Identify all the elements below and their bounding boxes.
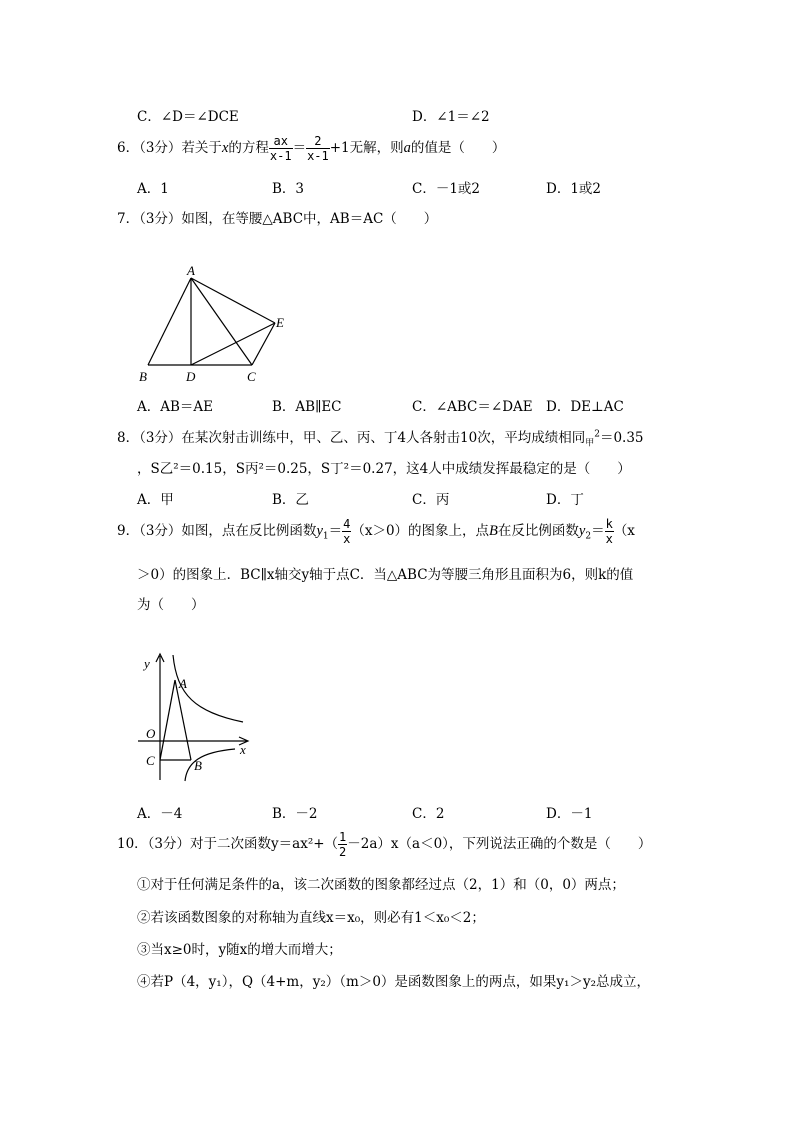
q9-option-c: C．2: [412, 806, 445, 822]
q9-option-a: A．－4: [137, 806, 183, 822]
q9-fraction-2: $\frac{k}{x}$: [605, 517, 613, 546]
q7-stem: 7．（3分）如图，在等腰△ABC中，AB＝AC（ ）: [117, 211, 438, 227]
q10-item-3: ③当x≥0时，y随x的增大而增大；: [137, 942, 342, 958]
q8-option-d: D．丁: [546, 492, 584, 508]
q6-option-c: C．－1或2: [412, 181, 481, 197]
q5-option-c: C．∠D＝∠DCE: [137, 109, 239, 125]
q9-label-c: C: [146, 753, 155, 768]
q9-option-b: B．－2: [272, 806, 318, 822]
q9-figure: [135, 650, 260, 785]
q6-suffix: +1无解，则: [329, 140, 404, 156]
q9-line-2: ＞0）的图象上．BC∥x轴交y轴于点C．当△ABC为等腰三角形且面积为6，则k的值: [137, 567, 634, 583]
q7-label-b: B: [139, 369, 147, 384]
q9-line-3: 为（ ）: [137, 597, 205, 613]
q6-fraction-1: $\frac{ax}{x-1}$: [269, 134, 292, 163]
q10-item-4: ④若P（4，y₁），Q（4+m，y₂）（m＞0）是函数图象上的两点，如果y₁＞y₂总成立，: [137, 974, 650, 990]
q9-label-a: A: [179, 676, 187, 691]
q10-fraction: $\frac{1}{2}$: [339, 830, 347, 859]
q6-eq: ＝: [292, 140, 307, 156]
q6-option-a: A．1: [137, 181, 169, 197]
q6-option-b: B．3: [272, 181, 305, 197]
q7-option-a: A．AB＝AE: [137, 399, 214, 415]
q8-line-2: ，S乙²＝0.15，S丙²＝0.25，S丁²＝0.27，这4人中成绩发挥最稳定的是（ ）: [137, 461, 631, 477]
q9-label-b: B: [194, 758, 202, 773]
q8-option-a: A．甲: [137, 492, 174, 508]
q7-figure: [130, 260, 300, 388]
q6-option-d: D．1或2: [546, 181, 602, 197]
q9-fraction-1: $\frac{4}{x}$: [343, 517, 351, 546]
q9-label-y: y: [144, 656, 150, 671]
q9-label-o: O: [146, 726, 156, 741]
q6-var-a: a: [403, 140, 411, 156]
q7-label-e: E: [276, 315, 284, 330]
q7-segment-de: [191, 323, 275, 365]
q7-segment-ae: [191, 278, 275, 323]
q6-mid: 的方程: [228, 140, 269, 156]
q9-curve-y2: [185, 749, 235, 781]
q5-option-d: D．∠1＝∠2: [412, 109, 490, 125]
q9-segment-ca: [160, 680, 175, 760]
q6-stem: [117, 134, 505, 163]
q7-label-c: C: [247, 369, 256, 384]
q7-label-d: D: [186, 369, 196, 384]
q8-option-b: B．乙: [272, 492, 309, 508]
q9-label-x: x: [240, 742, 246, 757]
q6-var-x: x: [221, 140, 229, 156]
q7-option-b: B．AB∥EC: [272, 399, 342, 415]
q7-segment-ac: [191, 278, 252, 365]
q10-stem: 10．（3分）对于二次函数y＝ax²+（ $\frac{1}{2}$ －2a）x（a＜0），下列说法正确的个数是（ ）: [117, 830, 652, 859]
q7-option-d: D．DE⊥AC: [546, 399, 624, 415]
q7-segment-ab: [148, 278, 191, 365]
q6-prefix: 6．（3分）若关于: [117, 140, 222, 156]
q7-label-a: A: [187, 263, 195, 278]
q8-line-1: 8．（3分）在某次射击训练中，甲、乙、丙、丁4人各射击10次，平均成绩相同$_甲^2$＝0.35: [117, 429, 644, 449]
q10-item-2: ②若该函数图象的对称轴为直线x＝x₀，则必有1＜x₀＜2；: [137, 910, 485, 926]
q9-line-1: 9．（3分）如图，点在反比例函数$y_1=$ $\frac{4}{x}$ （x＞0）的图象上，点B在反比例函数$y_2=$ $\frac{k}{x}$ （x: [117, 517, 635, 546]
q7-option-c: C．∠ABC＝∠DAE: [412, 399, 533, 415]
q8-option-c: C．丙: [412, 492, 450, 508]
q9-segment-ab: [175, 680, 191, 760]
q6-end: 的值是（ ）: [410, 140, 506, 156]
q6-fraction-2: $\frac{2}{x-1}$: [307, 134, 329, 163]
q10-item-1: ①对于任何满足条件的a，该二次函数的图象都经过点（2，1）和（0，0）两点；: [137, 877, 625, 893]
q9-option-d: D．－1: [546, 806, 593, 822]
